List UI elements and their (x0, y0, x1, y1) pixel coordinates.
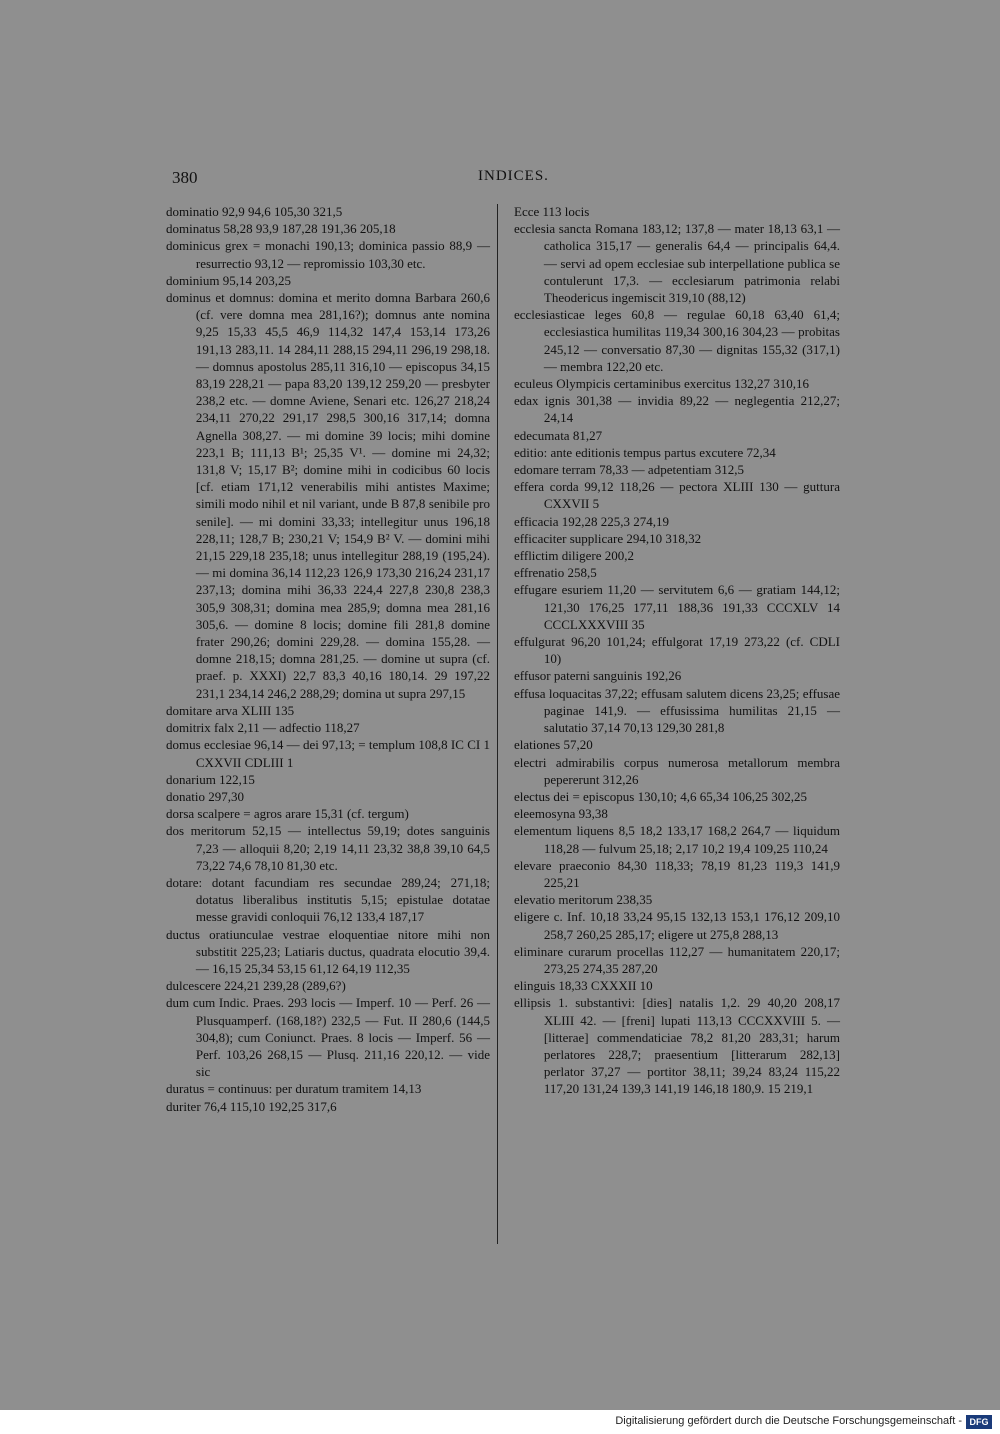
index-entry: elationes 57,20 (514, 737, 593, 753)
index-entry: ellipsis 1. substantivi: [dies] natalis 1,2. 29 40,20 208,17 XLIII 42. — [freni] lupati 113,13 CCCXXVIII 5. — [litterae] commendaticiae 78,2 81,20 283,31; harum perlatores 228,7; praesentium [litterarum 282,13] perlator 37,27 — portitor 38,11; 39,24 83,24 115,22 117,20 131,24 139,3 141,19 146,18 180,9. 15 219,1 (514, 995, 840, 1097)
index-entry: duratus = continuus: per duratum tramitem 14,13 (166, 1081, 422, 1097)
index-entry: dum cum Indic. Praes. 293 locis — Imperf. 10 — Perf. 26 — Plusquamperf. (168,18?) 232,5 — Fut. II 280,6 (144,5 304,8); cum Coniunct. Praes. 8 locis — Imperf. 56 — Perf. 103,26 268,15 — Plusq. 211,16 220,12. — vide sic (166, 995, 490, 1080)
index-entry: dominium 95,14 203,25 (166, 272, 291, 288)
index-entry: effusa loquacitas 37,22; effusam salutem dicens 23,25; effusae paginae 141,9. — effusissima humilitas 21,15 — salutatio 37,14 70,13 129,30 281,8 (514, 685, 840, 736)
index-entry: effugare esuriem 11,20 — servitutem 6,6 — gratiam 144,12; 121,30 176,25 177,11 188,36 191,33 CCCXLV 14 CCCLXXXVIII 35 (514, 582, 840, 632)
index-entry: ecclesiasticae leges 60,8 — regulae 60,18 63,40 61,4; ecclesiastica humilitas 119,34 300,16 304,23 — probitas 245,12 — conversatio 87,30 — dignitas 155,32 (317,1) — membra 122,20 etc. (514, 307, 840, 374)
index-entry: ductus oratiunculae vestrae eloquentiae nitore mihi non substitit 225,23; Latiaris ductus, quadrata elocutio 39,4. — 16,15 25,34 53,15 61,12 64,19 112,35 (166, 926, 490, 976)
index-entry: eleemosyna 93,38 (514, 806, 608, 822)
index-entry: edax ignis 301,38 — invidia 89,22 — neglegentia 212,27; 24,14 (514, 393, 840, 426)
page-header (168, 168, 840, 188)
right-index-column (514, 203, 840, 1098)
index-entry: efficacia 192,28 225,3 274,19 (514, 513, 669, 529)
running-title: INDICES. (478, 168, 549, 184)
index-entry: dominus et domnus: domina et merito domna Barbara 260,6 (cf. vere domna mea 281,16?); domnus ante nomina 9,25 15,33 45,5 46,9 114,32 147,4 153,14 173,26 191,13 283,11. 14 284,11 288,15 294,11 296,19 298,18. — domnus apostolus 285,11 316,10 — episcopus 34,15 83,19 228,21 — papa 83,20 139,12 259,20 — presbyter 238,2 etc. — domne Aviene, Senari etc. 126,27 218,24 234,11 270,22 291,17 298,5 300,16 317,14; domna Agnella 308,27. — mi domine 39 locis; mihi domine 223,1 B; 111,13 B¹; 25,35 V¹. — domine mi 24,32; 131,8 V; 15,17 B²; domine mihi in codicibus 60 locis [cf. etiam 171,12 venerabilis mihi antistes Maxime; simili modo nihil et nil variant, unde B 87,8 senibile pro senile]. — mi domini 33,33; intellegitur unus 196,18 228,11; 128,7 B; 230,21 V; 154,9 B² V. — domini mihi 21,15 229,18 235,18; unus intellegitur 288,19 (195,24). — mi domina 36,14 112,23 126,9 173,30 216,24 231,17 237,13; domina mihi 36,33 224,4 227,8 230,8 238,3 305,9 308,31; domina mea 285,9; domna mea 281,16 305,6. — domine 8 locis; domine fili 281,8 domine frater 290,26; domini 229,28. — domina 155,28. — domne 218,15; domna 281,25. — domine ut supra (cf. praef. p. XXXI) 22,7 83,3 40,16 180,14. 29 197,22 231,1 234,14 246,2 288,29; domina ut supra 297,15 (166, 290, 490, 701)
index-entry: efficaciter supplicare 294,10 318,32 (514, 530, 702, 546)
index-entry: domitrix falx 2,11 — adfectio 118,27 (166, 720, 360, 736)
index-entry: dominatio 92,9 94,6 105,30 321,5 (166, 204, 343, 219)
index-entry: dulcescere 224,21 239,28 (289,6?) (166, 978, 346, 994)
index-entry: elinguis 18,33 CXXXII 10 (514, 978, 653, 994)
index-entry: dominatus 58,28 93,9 187,28 191,36 205,18 (166, 221, 396, 237)
index-entry: domitare arva XLIII 135 (166, 702, 295, 718)
index-entry: edomare terram 78,33 — adpetentiam 312,5 (514, 462, 744, 478)
index-entry: editio: ante editionis tempus partus excutere 72,34 (514, 444, 776, 460)
page-number: 380 (172, 168, 198, 187)
index-entry: dominicus grex = monachi 190,13; dominica passio 88,9 — resurrectio 93,12 — repromissio 103,30 etc. (166, 238, 490, 271)
index-entry: duriter 76,4 115,10 192,25 317,6 (166, 1098, 337, 1114)
index-entry: donarium 122,15 (166, 771, 255, 787)
index-entry: effera corda 99,12 118,26 — pectora XLIII 130 — guttura CXXVII 5 (514, 479, 840, 512)
index-entry: dorsa scalpere = agros arare 15,31 (cf. tergum) (166, 806, 409, 822)
index-entry: donatio 297,30 (166, 788, 244, 804)
index-entry: ecclesia sancta Romana 183,12; 137,8 — mater 18,13 63,1 — catholica 315,17 — generalis 64,4 — principalis 64,4. — servi ad opem ecclesiae sub interpellatione publica se contulerunt 17,3. — ecclesiarum patrimonia relabi Theodericus ingemiscit 319,10 (88,12) (514, 221, 840, 306)
dfg-logo: DFG (966, 1415, 992, 1429)
index-entry: edecumata 81,27 (514, 427, 603, 443)
index-entry: eliminare curarum procellas 112,27 — humanitatem 220,17; 273,25 274,35 287,20 (514, 943, 840, 976)
index-entry: eligere c. Inf. 10,18 33,24 95,15 132,13 153,1 176,12 209,10 258,7 260,25 285,17; eligere ut 275,8 288,13 (514, 909, 840, 942)
column-divider (497, 204, 498, 1244)
index-entry: effulgurat 96,20 101,24; effulgorat 17,19 273,22 (cf. CDLI 10) (514, 634, 840, 667)
index-entry: electus dei = episcopus 130,10; 4,6 65,34 106,25 302,25 (514, 788, 807, 804)
index-entry: elevare praeconio 84,30 118,33; 78,19 81,23 119,3 141,9 225,21 (514, 857, 840, 890)
funding-note: Digitalisierung gefördert durch die Deutsche Forschungsgemeinschaft - (615, 1415, 962, 1427)
index-entry: eculeus Olympicis certaminibus exercitus 132,27 310,16 (514, 376, 809, 392)
left-index-column (166, 203, 490, 1115)
footer-bar (0, 1410, 1000, 1434)
index-entry: Ecce 113 locis (514, 204, 590, 219)
index-entry: effusor paterni sanguinis 192,26 (514, 668, 682, 684)
index-entry: elementum liquens 8,5 18,2 133,17 168,2 264,7 — liquidum 118,28 — fulvum 25,18; 2,17 10,2 19,4 109,25 110,24 (514, 823, 840, 856)
index-entry: dotare: dotant facundiam res secundae 289,24; 271,18; dotatus liberalibus institutis 5,15; epistulae dotatae messe gravidi conloquii 76,12 133,4 187,17 (166, 874, 490, 925)
index-entry: elevatio meritorum 238,35 (514, 892, 653, 908)
index-entry: domus ecclesiae 96,14 — dei 97,13; = templum 108,8 IC CI 1 CXXVII CDLIII 1 (166, 737, 490, 770)
index-entry: effrenatio 258,5 (514, 565, 597, 581)
index-entry: electri admirabilis corpus numerosa metallorum membra pepererunt 312,26 (514, 754, 840, 787)
index-entry: dos meritorum 52,15 — intellectus 59,19; dotes sanguinis 7,23 — alloquii 8,20; 2,19 14,11 23,32 38,8 39,10 64,5 73,22 74,6 78,10 81,30 etc. (166, 823, 490, 873)
index-entry: efflictim diligere 200,2 (514, 548, 634, 564)
